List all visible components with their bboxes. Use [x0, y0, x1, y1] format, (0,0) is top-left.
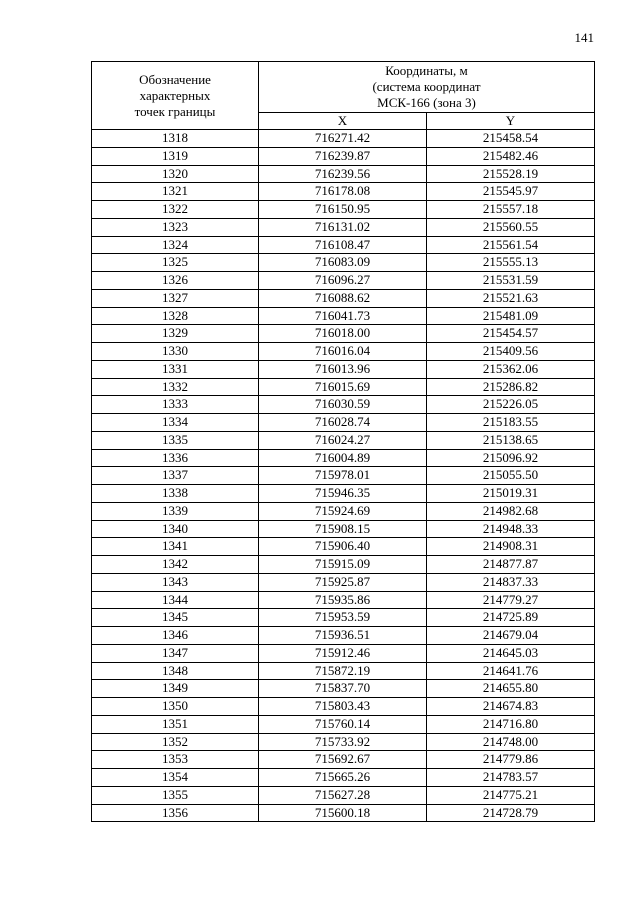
point-id-cell: 1321 — [92, 183, 259, 201]
point-id-cell: 1348 — [92, 662, 259, 680]
y-coordinate-cell: 214674.83 — [427, 698, 595, 716]
point-id-cell: 1333 — [92, 396, 259, 414]
y-coordinate-cell: 214982.68 — [427, 502, 595, 520]
point-id-cell: 1320 — [92, 165, 259, 183]
y-coordinate-cell: 214779.27 — [427, 591, 595, 609]
table-row — [92, 627, 595, 645]
y-coordinate-cell: 214728.79 — [427, 804, 595, 822]
x-coordinate-cell: 715803.43 — [259, 698, 427, 716]
point-id-cell: 1325 — [92, 254, 259, 272]
y-coordinate-cell: 215555.13 — [427, 254, 595, 272]
y-coordinate-cell: 215138.65 — [427, 431, 595, 449]
y-coordinate-cell: 214725.89 — [427, 609, 595, 627]
point-id-cell: 1326 — [92, 272, 259, 290]
table-row — [92, 360, 595, 378]
y-coordinate-cell: 214948.33 — [427, 520, 595, 538]
x-coordinate-cell: 715936.51 — [259, 627, 427, 645]
point-id-cell: 1340 — [92, 520, 259, 538]
y-coordinate-cell: 215545.97 — [427, 183, 595, 201]
table-row — [92, 804, 595, 822]
y-column-header: Y — [427, 113, 595, 130]
y-coordinate-cell: 215286.82 — [427, 378, 595, 396]
table-row — [92, 254, 595, 272]
table-row — [92, 538, 595, 556]
x-coordinate-cell: 715912.46 — [259, 644, 427, 662]
x-coordinate-cell: 716088.62 — [259, 289, 427, 307]
table-row — [92, 165, 595, 183]
x-coordinate-cell: 716083.09 — [259, 254, 427, 272]
table-row — [92, 236, 595, 254]
y-coordinate-cell: 215560.55 — [427, 218, 595, 236]
point-id-cell: 1354 — [92, 769, 259, 787]
point-id-cell: 1327 — [92, 289, 259, 307]
table-row — [92, 414, 595, 432]
table-row — [92, 715, 595, 733]
x-coordinate-cell: 715906.40 — [259, 538, 427, 556]
point-id-cell: 1330 — [92, 343, 259, 361]
point-id-cell: 1347 — [92, 644, 259, 662]
table-row — [92, 644, 595, 662]
y-coordinate-cell: 215481.09 — [427, 307, 595, 325]
x-coordinate-cell: 715665.26 — [259, 769, 427, 787]
x-coordinate-cell: 715760.14 — [259, 715, 427, 733]
point-id-cell: 1356 — [92, 804, 259, 822]
x-coordinate-cell: 716096.27 — [259, 272, 427, 290]
point-id-cell: 1337 — [92, 467, 259, 485]
coordinates-table — [91, 61, 595, 822]
y-coordinate-cell: 215362.06 — [427, 360, 595, 378]
point-header-line: точек границы — [134, 103, 216, 119]
point-id-cell: 1339 — [92, 502, 259, 520]
point-id-cell: 1342 — [92, 556, 259, 574]
coordinates-body — [92, 130, 595, 822]
x-coordinate-cell: 715915.09 — [259, 556, 427, 574]
x-coordinate-cell: 716004.89 — [259, 449, 427, 467]
y-coordinate-cell: 215019.31 — [427, 485, 595, 503]
x-coordinate-cell: 715978.01 — [259, 467, 427, 485]
x-coordinate-cell: 716239.87 — [259, 147, 427, 165]
point-id-cell: 1344 — [92, 591, 259, 609]
y-coordinate-cell: 215531.59 — [427, 272, 595, 290]
point-id-cell: 1341 — [92, 538, 259, 556]
x-coordinate-cell: 715872.19 — [259, 662, 427, 680]
point-id-cell: 1345 — [92, 609, 259, 627]
coords-header-line: МСК-166 (зона 3) — [377, 95, 476, 110]
table-row — [92, 289, 595, 307]
x-column-header: X — [259, 113, 427, 130]
x-coordinate-cell: 716013.96 — [259, 360, 427, 378]
point-id-cell: 1335 — [92, 431, 259, 449]
point-id-cell: 1324 — [92, 236, 259, 254]
point-header-line: характерных — [139, 87, 211, 103]
point-id-cell: 1334 — [92, 414, 259, 432]
table-row — [92, 218, 595, 236]
table-row — [92, 431, 595, 449]
x-coordinate-cell: 716041.73 — [259, 307, 427, 325]
point-id-cell: 1328 — [92, 307, 259, 325]
table-row — [92, 751, 595, 769]
y-coordinate-cell: 215409.56 — [427, 343, 595, 361]
table-row — [92, 591, 595, 609]
coords-header-line: Координаты, м — [385, 63, 468, 78]
table-row — [92, 556, 595, 574]
point-id-cell: 1336 — [92, 449, 259, 467]
y-coordinate-cell: 214908.31 — [427, 538, 595, 556]
table-row — [92, 786, 595, 804]
point-id-cell: 1331 — [92, 360, 259, 378]
point-id-cell: 1343 — [92, 573, 259, 591]
table-row — [92, 378, 595, 396]
table-row — [92, 698, 595, 716]
y-coordinate-cell: 215096.92 — [427, 449, 595, 467]
table-row — [92, 662, 595, 680]
x-coordinate-cell: 716018.00 — [259, 325, 427, 343]
y-coordinate-cell: 214679.04 — [427, 627, 595, 645]
table-row — [92, 485, 595, 503]
y-coordinate-cell: 214783.57 — [427, 769, 595, 787]
x-coordinate-cell: 715692.67 — [259, 751, 427, 769]
point-id-cell: 1351 — [92, 715, 259, 733]
y-coordinate-cell: 214837.33 — [427, 573, 595, 591]
x-coordinate-cell: 716271.42 — [259, 130, 427, 148]
table-row — [92, 307, 595, 325]
x-coordinate-cell: 716150.95 — [259, 201, 427, 219]
y-coordinate-cell: 215482.46 — [427, 147, 595, 165]
x-coordinate-cell: 715600.18 — [259, 804, 427, 822]
x-coordinate-cell: 715924.69 — [259, 502, 427, 520]
y-coordinate-cell: 215055.50 — [427, 467, 595, 485]
table-row — [92, 467, 595, 485]
point-id-cell: 1346 — [92, 627, 259, 645]
point-id-cell: 1332 — [92, 378, 259, 396]
point-id-cell: 1353 — [92, 751, 259, 769]
y-coordinate-cell: 214779.86 — [427, 751, 595, 769]
y-coordinate-cell: 214641.76 — [427, 662, 595, 680]
table-row — [92, 609, 595, 627]
table-row — [92, 325, 595, 343]
table-row — [92, 201, 595, 219]
point-id-cell: 1352 — [92, 733, 259, 751]
x-coordinate-cell: 716239.56 — [259, 165, 427, 183]
coords-header-line: (система координат — [372, 79, 481, 94]
point-id-cell: 1338 — [92, 485, 259, 503]
x-coordinate-cell: 716015.69 — [259, 378, 427, 396]
y-coordinate-cell: 215561.54 — [427, 236, 595, 254]
y-coordinate-cell: 215528.19 — [427, 165, 595, 183]
x-coordinate-cell: 716024.27 — [259, 431, 427, 449]
y-coordinate-cell: 215521.63 — [427, 289, 595, 307]
point-id-cell: 1350 — [92, 698, 259, 716]
x-coordinate-cell: 715627.28 — [259, 786, 427, 804]
y-coordinate-cell: 215454.57 — [427, 325, 595, 343]
table-row — [92, 733, 595, 751]
table-row — [92, 343, 595, 361]
y-coordinate-cell: 215226.05 — [427, 396, 595, 414]
point-id-cell: 1355 — [92, 786, 259, 804]
coordinates-header — [259, 62, 595, 113]
x-coordinate-cell: 715925.87 — [259, 573, 427, 591]
y-coordinate-cell: 214877.87 — [427, 556, 595, 574]
x-coordinate-cell: 716178.08 — [259, 183, 427, 201]
page-number: 141 — [574, 30, 594, 45]
table-row — [92, 130, 595, 148]
x-coordinate-cell: 716028.74 — [259, 414, 427, 432]
point-id-cell: 1323 — [92, 218, 259, 236]
y-coordinate-cell: 215183.55 — [427, 414, 595, 432]
point-id-cell: 1349 — [92, 680, 259, 698]
table-row — [92, 183, 595, 201]
point-id-cell: 1322 — [92, 201, 259, 219]
x-coordinate-cell: 715953.59 — [259, 609, 427, 627]
point-id-cell: 1318 — [92, 130, 259, 148]
x-coordinate-cell: 716108.47 — [259, 236, 427, 254]
table-row — [92, 502, 595, 520]
x-coordinate-cell: 716131.02 — [259, 218, 427, 236]
y-coordinate-cell: 214748.00 — [427, 733, 595, 751]
table-row — [92, 520, 595, 538]
x-coordinate-cell: 715837.70 — [259, 680, 427, 698]
x-coordinate-cell: 716030.59 — [259, 396, 427, 414]
point-header-line: Обозначение — [139, 71, 211, 87]
point-designation-header — [92, 62, 259, 130]
x-coordinate-cell: 715946.35 — [259, 485, 427, 503]
table-row — [92, 449, 595, 467]
table-row — [92, 147, 595, 165]
y-coordinate-cell: 214645.03 — [427, 644, 595, 662]
point-id-cell: 1319 — [92, 147, 259, 165]
x-coordinate-cell: 715908.15 — [259, 520, 427, 538]
x-coordinate-cell: 715935.86 — [259, 591, 427, 609]
table-row — [92, 680, 595, 698]
table-row — [92, 396, 595, 414]
table-row — [92, 573, 595, 591]
y-coordinate-cell: 214716.80 — [427, 715, 595, 733]
table-row — [92, 272, 595, 290]
table-row — [92, 769, 595, 787]
x-coordinate-cell: 716016.04 — [259, 343, 427, 361]
y-coordinate-cell: 215458.54 — [427, 130, 595, 148]
point-id-cell: 1329 — [92, 325, 259, 343]
y-coordinate-cell: 214655.80 — [427, 680, 595, 698]
y-coordinate-cell: 214775.21 — [427, 786, 595, 804]
y-coordinate-cell: 215557.18 — [427, 201, 595, 219]
x-coordinate-cell: 715733.92 — [259, 733, 427, 751]
